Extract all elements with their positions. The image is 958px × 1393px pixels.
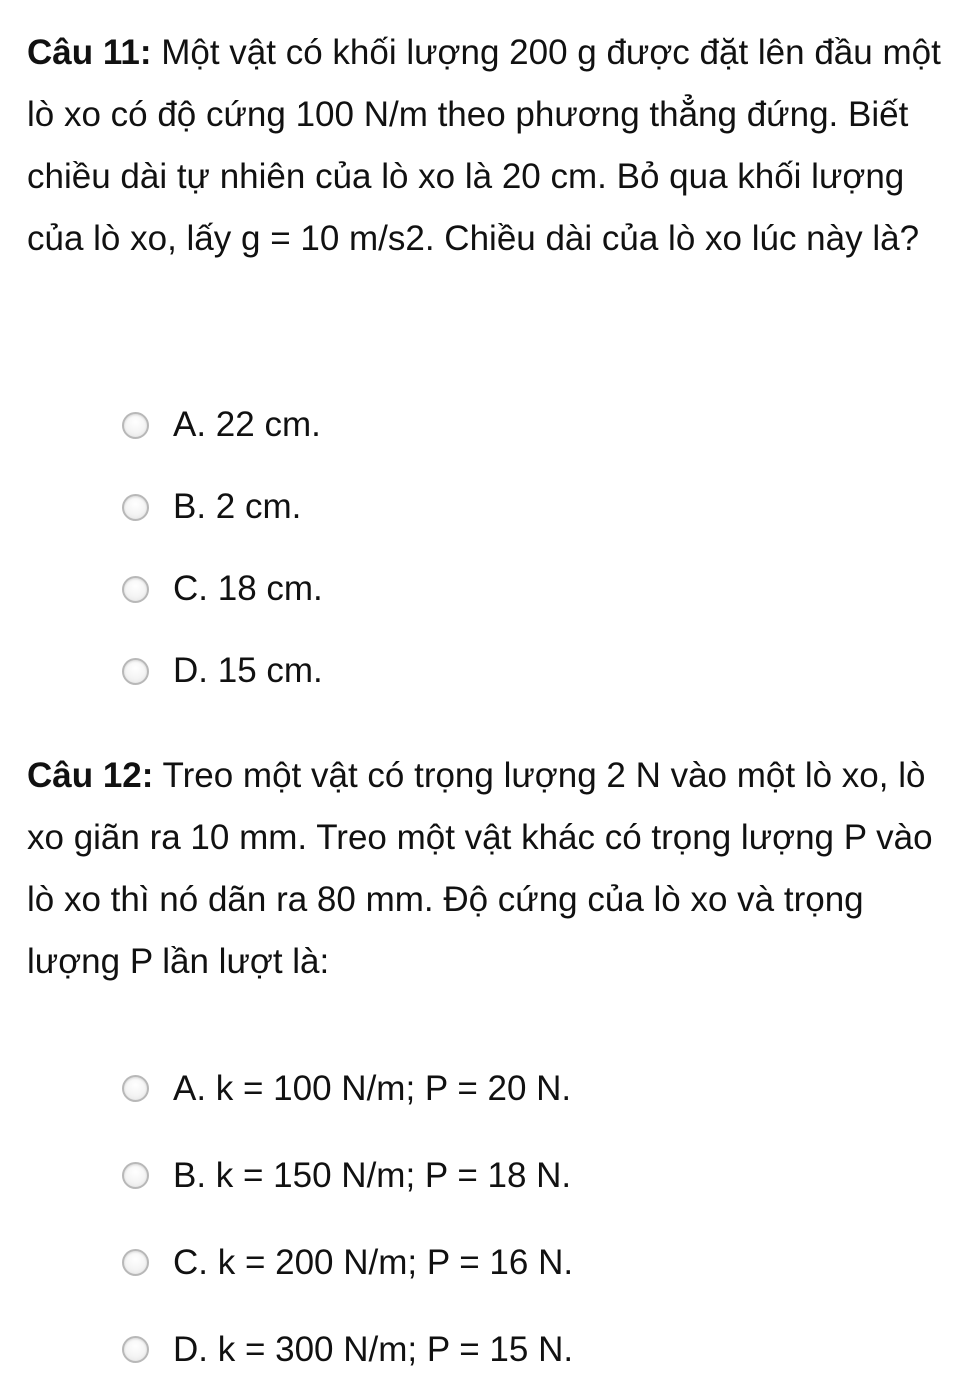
radio-button[interactable] xyxy=(122,658,149,685)
question-11 xyxy=(27,22,952,270)
question-12-label: Câu 12: xyxy=(27,756,154,795)
q12-option-b[interactable] xyxy=(122,1132,573,1219)
q12-option-b-text: B. k = 150 N/m; P = 18 N. xyxy=(173,1155,572,1195)
q11-option-c-text: C. 18 cm. xyxy=(173,569,323,608)
q12-option-d-text: D. k = 300 N/m; P = 15 N. xyxy=(173,1329,574,1369)
question-11-text: Một vật có khối lượng 200 g được đặt lên đầu một lò xo có độ cứng 100 N/m theo phương thẳng đứng. Biết chiều dài tự nhiên của lò xo là 20 cm. Bỏ qua khối lượng của lò xo, lấy g = 10 m/s2. Chiều dài của lò xo lúc này là? xyxy=(27,33,941,258)
radio-button[interactable] xyxy=(122,494,149,521)
question-12 xyxy=(27,745,952,993)
question-11-label: Câu 11: xyxy=(27,33,152,72)
radio-button[interactable] xyxy=(122,1249,149,1276)
question-11-options xyxy=(122,384,323,712)
radio-button[interactable] xyxy=(122,1075,149,1102)
q12-option-c[interactable] xyxy=(122,1219,573,1306)
q11-option-b-text: B. 2 cm. xyxy=(173,487,302,526)
q12-option-c-text: C. k = 200 N/m; P = 16 N. xyxy=(173,1242,574,1282)
radio-button[interactable] xyxy=(122,576,149,603)
q12-option-a[interactable] xyxy=(122,1045,573,1132)
q11-option-b[interactable] xyxy=(122,466,323,548)
q11-option-d-text: D. 15 cm. xyxy=(173,651,323,690)
q11-option-d[interactable] xyxy=(122,630,323,712)
q12-option-a-text: A. k = 100 N/m; P = 20 N. xyxy=(173,1068,572,1108)
radio-button[interactable] xyxy=(122,1336,149,1363)
q11-option-a-text: A. 22 cm. xyxy=(173,405,321,444)
radio-button[interactable] xyxy=(122,412,149,439)
question-12-text: Treo một vật có trọng lượng 2 N vào một lò xo, lò xo giãn ra 10 mm. Treo một vật khác có trọng lượng P vào lò xo thì nó dãn ra 80 mm. Độ cứng của lò xo và trọng lượng P lần lượt là: xyxy=(27,756,933,981)
q11-option-c[interactable] xyxy=(122,548,323,630)
question-12-options xyxy=(122,1045,573,1393)
radio-button[interactable] xyxy=(122,1162,149,1189)
q12-option-d[interactable] xyxy=(122,1306,573,1393)
q11-option-a[interactable] xyxy=(122,384,323,466)
